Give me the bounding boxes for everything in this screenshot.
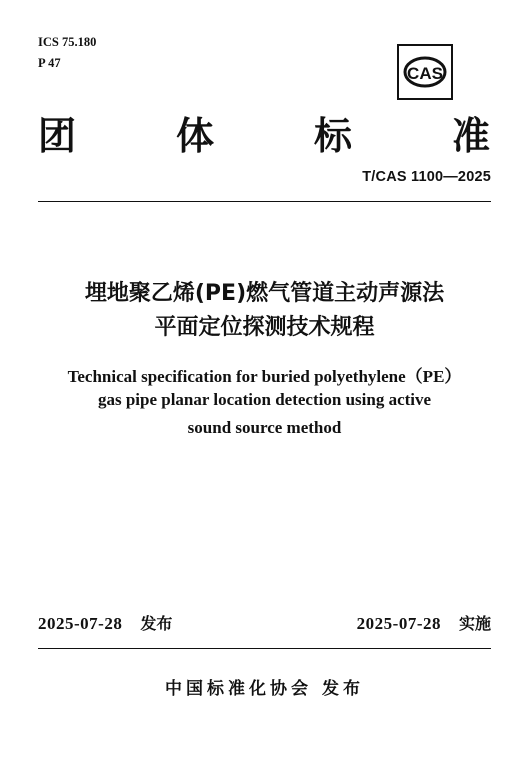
issue-label: 发布 — [140, 614, 173, 633]
title-cn-line-1: 埋地聚乙烯(PE)燃气管道主动声源法 — [84, 281, 445, 306]
cas-logo — [397, 44, 453, 100]
issue-date-block — [38, 611, 172, 634]
document-type — [38, 113, 490, 159]
issue-date: 2025-07-28 — [38, 614, 123, 633]
top-divider — [38, 201, 491, 202]
ccs-code: P 47 — [38, 56, 61, 70]
title-en-line-1: Technical specification for buried polyethylene（PE） — [67, 367, 462, 386]
document-type-char: 体 — [175, 114, 214, 158]
implement-date-block — [357, 611, 491, 634]
document-type-char: 标 — [313, 114, 352, 158]
document-type-char: 团 — [38, 114, 77, 158]
title-cn-line-2: 平面定位探测技术规程 — [154, 315, 375, 340]
cas-logo-text: CAS — [407, 64, 443, 83]
implement-date: 2025-07-28 — [356, 614, 441, 633]
title-en-line-3: sound source method — [187, 418, 342, 437]
publisher: 中国标准化协会 发布 — [165, 679, 364, 699]
standard-number: T/CAS 1100—2025 — [362, 169, 491, 185]
ics-code: ICS 75.180 — [38, 35, 97, 49]
implement-label: 实施 — [458, 614, 491, 633]
document-type-char: 准 — [451, 114, 490, 158]
bottom-divider — [38, 648, 491, 649]
title-en-line-2: gas pipe planar location detection using active — [97, 390, 432, 409]
